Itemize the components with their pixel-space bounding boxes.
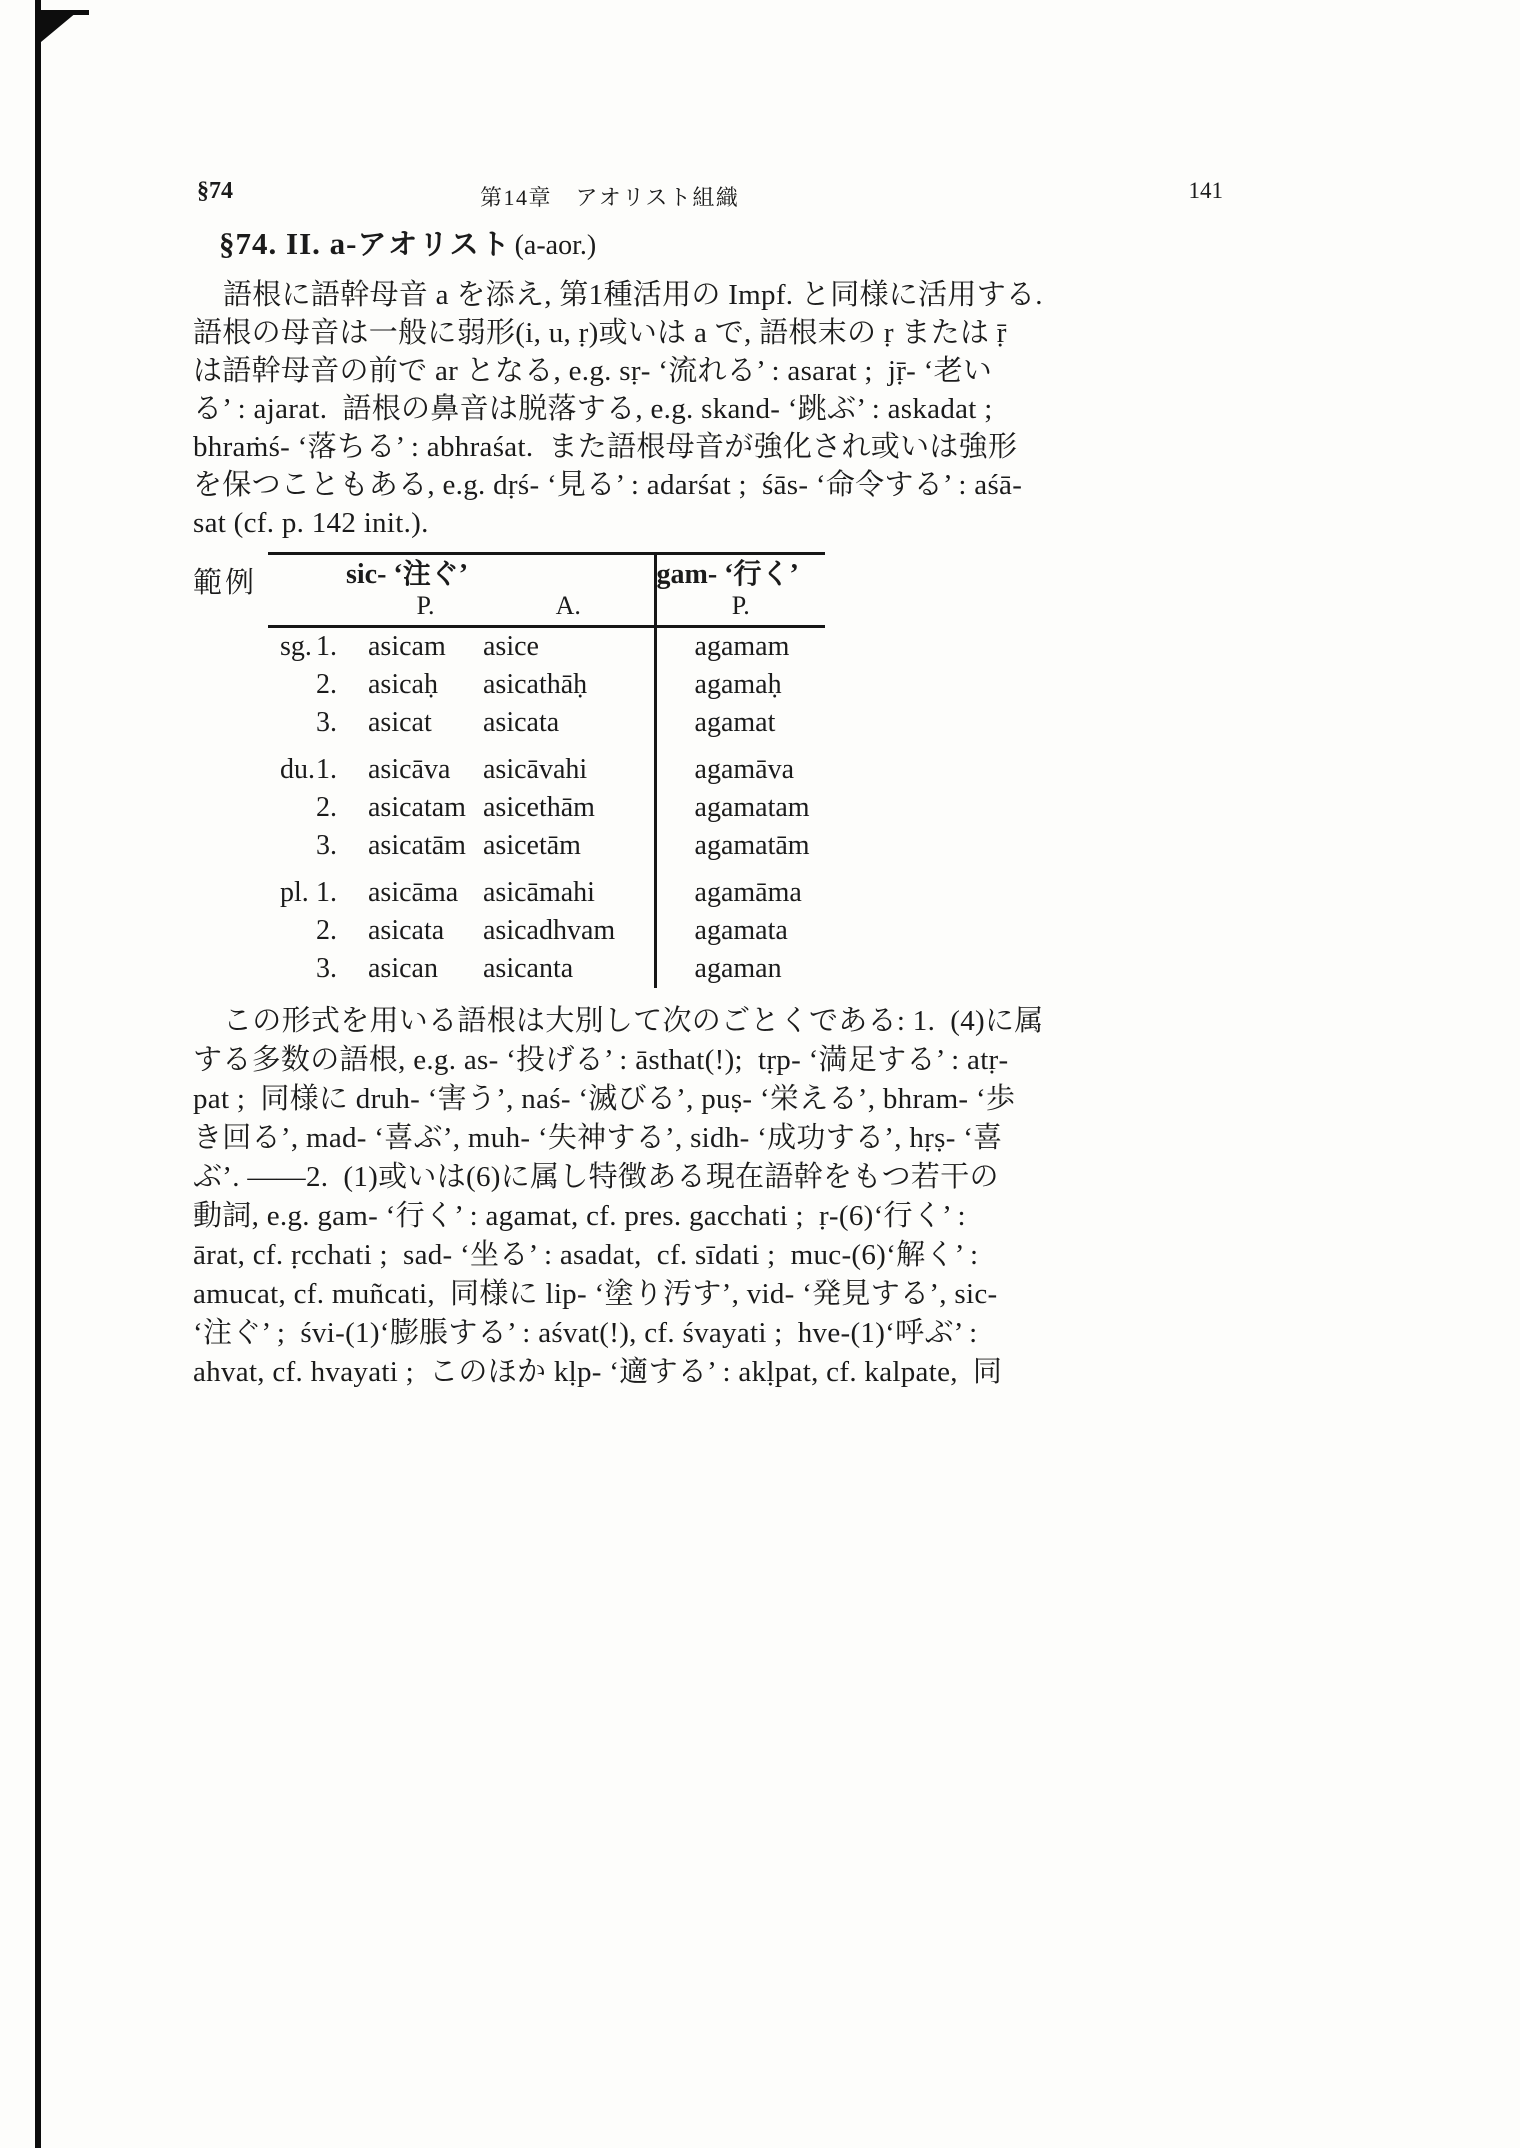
scan-artifact-binding-line	[35, 0, 41, 2148]
cell-num: 3.	[316, 830, 337, 861]
cell-a: asicanta	[483, 953, 574, 984]
cell-grp: du.	[280, 754, 315, 785]
paradigm-row	[268, 704, 825, 742]
text-line: き回る’, mad- ‘喜ぶ’, muh- ‘失神する’, sidh- ‘成功する’, hṛṣ- ‘喜	[193, 1122, 1003, 1154]
running-header	[193, 178, 1225, 214]
cell-p: asicam	[368, 631, 446, 662]
cell-grp: sg.	[280, 631, 312, 662]
gam-column-header: gam- ‘行く’	[655, 554, 825, 593]
cell-a: asice	[483, 631, 539, 662]
cell-a: asicathāḥ	[483, 669, 588, 700]
paradigm-row	[268, 912, 825, 950]
paradigm-row	[268, 950, 825, 988]
header-chapter-title: 第14章 アオリスト組織	[480, 185, 740, 210]
page-content	[193, 178, 1225, 1392]
section-title-paren: (a-aor.)	[514, 230, 597, 261]
cell-num: 2.	[316, 915, 337, 946]
cell-grp	[268, 912, 316, 950]
paradigm-row	[268, 627, 825, 667]
text-line: pat ; 同様に druh- ‘害う’, naś- ‘滅びる’, puṣ- ‘栄える’, bhram- ‘歩	[193, 1083, 1016, 1115]
cell-grp	[268, 666, 316, 704]
table-label: 範例	[193, 567, 258, 599]
text-line: る’ : ajarat. 語根の鼻音は脱落する, e.g. skand- ‘跳ぶ’ : askadat ;	[193, 393, 993, 425]
intro-paragraph	[193, 276, 1225, 542]
text-line: する多数の語根, e.g. as- ‘投げる’ : āsthat(!); tṛp- ‘満足する’ : atṛ-	[193, 1044, 1009, 1076]
cell-p: asican	[368, 953, 438, 984]
cell-num: 3.	[316, 707, 337, 738]
cell-grp	[268, 827, 316, 865]
paradigm-block	[193, 552, 1225, 988]
scan-artifact-flag-icon	[41, 12, 77, 42]
paradigm-row	[268, 742, 825, 789]
cell-gam: agamaḥ	[655, 666, 825, 704]
cell-grp	[268, 950, 316, 988]
cell-a: asicadhvam	[483, 915, 616, 946]
cell-gam: agamata	[655, 912, 825, 950]
cell-num: 1.	[316, 754, 337, 785]
section-title-lead: §74. II. a-	[219, 226, 358, 261]
cell-num: 2.	[316, 669, 337, 700]
cell-p: asicaḥ	[368, 669, 438, 700]
cell-a: asicāvahi	[483, 754, 588, 785]
paradigm-row	[268, 666, 825, 704]
cell-gam: agamāma	[655, 865, 825, 912]
section-title-kana: アオリスト	[357, 229, 512, 261]
gam-parasmaipada-subheader: P.	[655, 592, 825, 627]
cell-gam: agamatam	[655, 789, 825, 827]
cell-num: 3.	[316, 953, 337, 984]
cell-grp	[268, 704, 316, 742]
cell-gam: agamatām	[655, 827, 825, 865]
text-line: bhraṁś- ‘落ちる’ : abhraśat. また語根母音が強化され或いは強形	[193, 431, 1018, 463]
text-line: は語幹母音の前で ar となる, e.g. sṛ- ‘流れる’ : asarat ; jṝ- ‘老い	[193, 355, 993, 387]
paradigm-table-body	[268, 627, 825, 989]
table-header-row	[268, 554, 825, 593]
section-title	[193, 224, 1225, 266]
cell-p: asicata	[368, 915, 445, 946]
text-line: sat (cf. p. 142 init.).	[193, 507, 429, 539]
text-line: この形式を用いる語根は大別して次のごとくである: 1. (4)に属	[223, 1005, 1044, 1037]
paradigm-row	[268, 789, 825, 827]
cell-num: 2.	[316, 792, 337, 823]
text-line: amucat, cf. muñcati, 同様に lip- ‘塗り汚す’, vid- ‘発見する’, sic-	[193, 1278, 998, 1310]
paradigm-table	[268, 552, 825, 988]
cell-a: asicata	[483, 707, 560, 738]
cell-num: 1.	[316, 631, 337, 662]
cell-gam: agamat	[655, 704, 825, 742]
cell-a: asicethām	[483, 792, 595, 823]
cell-gam: agaman	[655, 950, 825, 988]
sic-parasmaipada-subheader: P.	[368, 592, 483, 627]
cell-grp	[268, 789, 316, 827]
sic-atmanepada-subheader: A.	[483, 592, 655, 627]
text-line: ārat, cf. ṛcchati ; sad- ‘坐る’ : asadat, cf. sīdati ; muc-(6)‘解く’ :	[193, 1239, 979, 1271]
cell-p: asicatam	[368, 792, 466, 823]
cell-p: asicat	[368, 707, 432, 738]
text-line: を保つこともある, e.g. dṛś- ‘見る’ : adarśat ; śās- ‘命令する’ : aśā-	[193, 469, 1023, 501]
cell-num: 1.	[316, 877, 337, 908]
text-line: ‘注ぐ’ ; śvi-(1)‘膨脹する’ : aśvat(!), cf. śvayati ; hve-(1)‘呼ぶ’ :	[193, 1317, 978, 1349]
text-line: 動詞, e.g. gam- ‘行く’ : agamat, cf. pres. gacchati ; ṛ-(6)‘行く’ :	[193, 1200, 966, 1232]
table-subheader-row	[268, 592, 825, 627]
cell-grp: pl.	[280, 877, 309, 908]
header-section-number: §74	[197, 178, 233, 204]
cell-p: asicatām	[368, 830, 466, 861]
sic-column-header: sic- ‘注ぐ’	[346, 559, 469, 590]
cell-p: asicāma	[368, 877, 459, 908]
cell-gam: agamāva	[655, 742, 825, 789]
cell-gam: agamam	[655, 627, 825, 667]
header-page-number: 141	[1188, 178, 1223, 203]
cell-a: asicetām	[483, 830, 581, 861]
paradigm-row	[268, 865, 825, 912]
subheader-spacer	[268, 592, 368, 627]
text-line: 語根に語幹母音 a を添え, 第1種活用の Impf. と同様に活用する.	[223, 279, 1043, 311]
cell-p: asicāva	[368, 754, 451, 785]
text-line: ahvat, cf. hvayati ; このほか kḷp- ‘適する’ : akḷpat, cf. kalpate, 同	[193, 1356, 1003, 1388]
text-line: 語根の母音は一般に弱形(i, u, ṛ)或いは a で, 語根末の ṛ または ṝ	[193, 317, 1007, 349]
cell-a: asicāmahi	[483, 877, 595, 908]
text-line: ぶ’. ——2. (1)或いは(6)に属し特徴ある現在語幹をもつ若干の	[193, 1161, 999, 1193]
body-paragraph	[193, 1002, 1225, 1392]
paradigm-row	[268, 827, 825, 865]
